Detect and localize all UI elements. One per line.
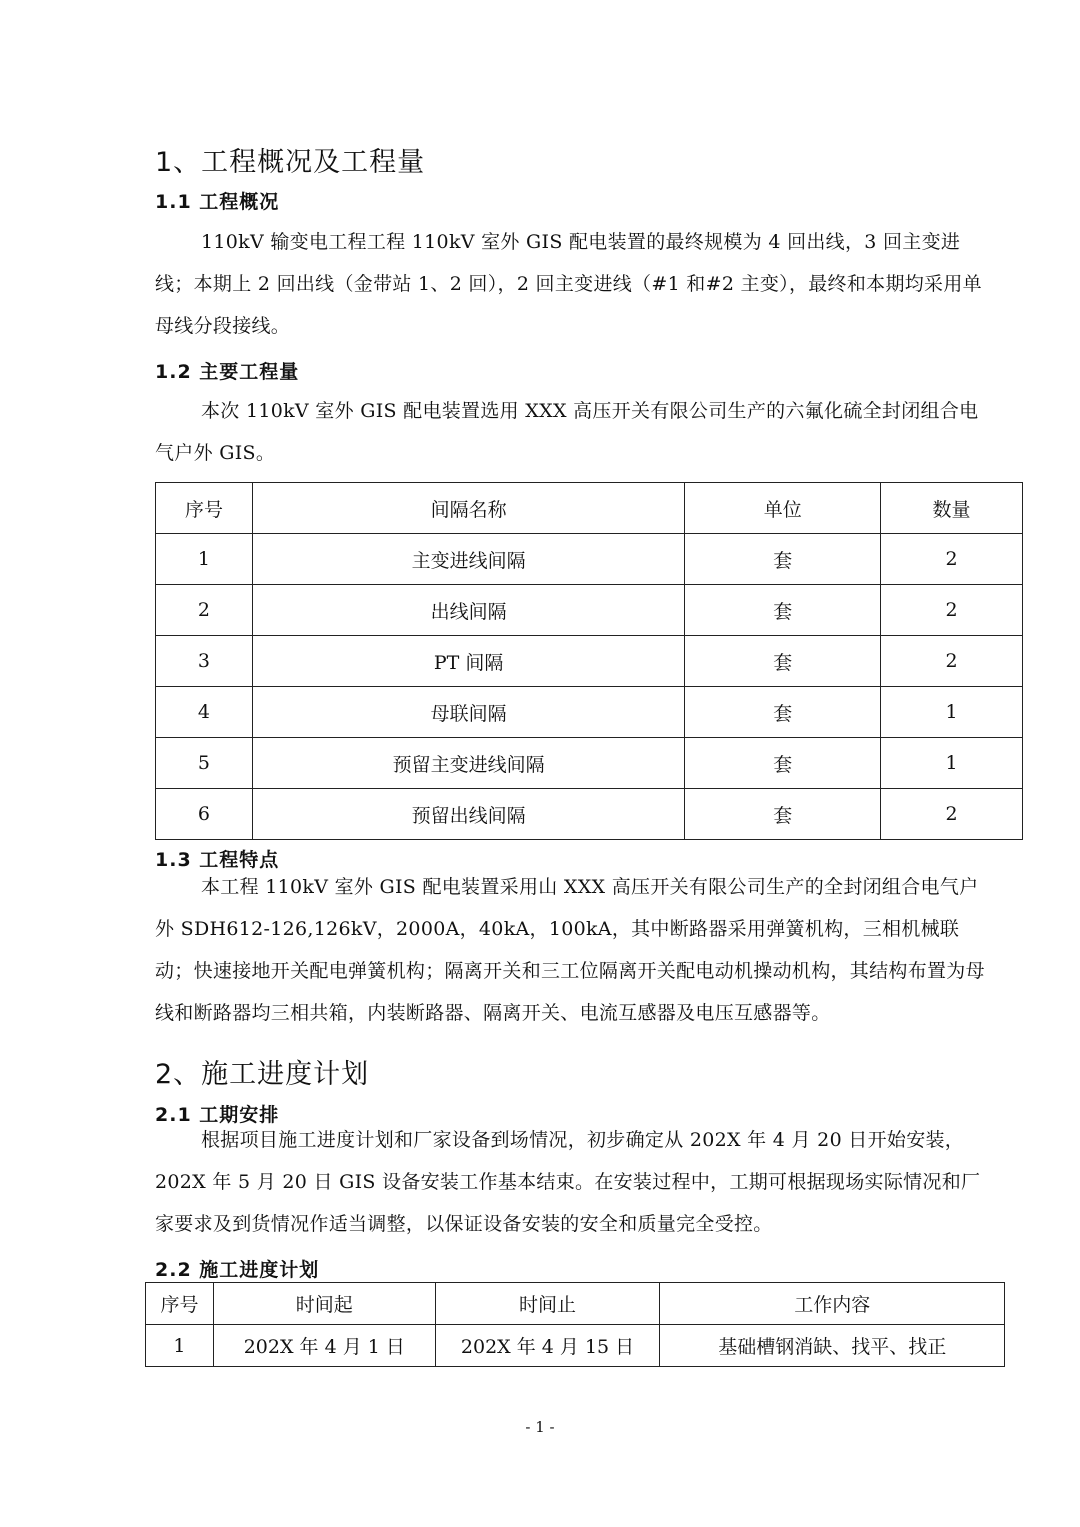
table-cell: 套 — [685, 738, 881, 789]
table-row — [156, 738, 1023, 789]
table-row — [156, 636, 1023, 687]
table-row — [156, 789, 1023, 840]
section-2-1-paragraph: 根据项目施工进度计划和厂家设备到场情况，初步确定从 202X 年 4 月 20 日开始安装，202X 年 5 月 20 日 GIS 设备安装工作基本结束。在安装过程中，工期可根据现场实际情况和厂家要求及到货情况作适当调整，以保证设备安装的安全和质量完全受控。 — [155, 1129, 981, 1235]
table-cell: 2 — [881, 636, 1023, 687]
table-cell: 1 — [881, 738, 1023, 789]
bay-quantity-table — [155, 482, 1023, 840]
table-cell: 202X 年 4 月 1 日 — [213, 1325, 435, 1367]
table-cell: 1 — [156, 534, 253, 585]
table-cell: 套 — [685, 636, 881, 687]
table-cell: 预留主变进线间隔 — [252, 738, 684, 789]
table-row — [156, 534, 1023, 585]
table-row — [156, 585, 1023, 636]
section-1-2-heading: 1.2 主要工程量 — [155, 361, 300, 383]
table-cell: 母联间隔 — [252, 687, 684, 738]
header-cell: 序号 — [156, 483, 253, 534]
header-cell: 时间起 — [213, 1283, 435, 1325]
header-cell: 序号 — [146, 1283, 214, 1325]
table-cell: 预留出线间隔 — [252, 789, 684, 840]
section-2-heading: 2、施工进度计划 — [155, 1059, 370, 1090]
header-cell: 间隔名称 — [252, 483, 684, 534]
table-cell: 1 — [146, 1325, 214, 1367]
schedule-table — [145, 1282, 1005, 1367]
header-cell: 时间止 — [435, 1283, 660, 1325]
table-cell: 基础槽钢消缺、找平、找正 — [660, 1325, 1005, 1367]
table-cell: 1 — [881, 687, 1023, 738]
section-1-3-paragraph: 本工程 110kV 室外 GIS 配电装置采用山 XXX 高压开关有限公司生产的全封闭组合电气户外 SDH612-126,126kV，2000A，40kA，100kA，其中断路器采用弹簧机构，三相机械联动；快速接地开关配电弹簧机构；隔离开关和三工位隔离开关配电动机操动机构，其结构布置为母线和断路器均三相共箱，内装断路器、隔离开关、电流互感器及电压互感器等。 — [155, 876, 985, 1024]
table-cell: 202X 年 4 月 15 日 — [435, 1325, 660, 1367]
table-cell: 主变进线间隔 — [252, 534, 684, 585]
section-1-heading: 1、工程概况及工程量 — [155, 147, 426, 178]
table-cell: 套 — [685, 585, 881, 636]
table-row — [146, 1325, 1005, 1367]
page-number: - 1 - — [525, 1418, 555, 1436]
header-cell: 单位 — [685, 483, 881, 534]
table-cell: 出线间隔 — [252, 585, 684, 636]
table-cell: 5 — [156, 738, 253, 789]
header-cell: 数量 — [881, 483, 1023, 534]
section-1-1-heading: 1.1 工程概况 — [155, 191, 280, 213]
table-cell: 6 — [156, 789, 253, 840]
table-cell: 2 — [156, 585, 253, 636]
table-cell: 套 — [685, 534, 881, 585]
table-cell: 2 — [881, 585, 1023, 636]
table-header-row — [156, 483, 1023, 534]
table-row — [156, 687, 1023, 738]
section-2-2-heading: 2.2 施工进度计划 — [155, 1259, 320, 1281]
section-1-2-paragraph: 本次 110kV 室外 GIS 配电装置选用 XXX 高压开关有限公司生产的六氟化硫全封闭组合电气户外 GIS。 — [155, 400, 979, 464]
section-2-1-heading: 2.1 工期安排 — [155, 1104, 280, 1126]
section-1-3-heading: 1.3 工程特点 — [155, 849, 280, 871]
table-cell: 2 — [881, 534, 1023, 585]
table-cell: 2 — [881, 789, 1023, 840]
table-cell: 套 — [685, 687, 881, 738]
table-cell: 套 — [685, 789, 881, 840]
section-1-1-paragraph: 110kV 输变电工程工程 110kV 室外 GIS 配电装置的最终规模为 4 回出线，3 回主变进线；本期上 2 回出线（金带站 1、2 回），2 回主变进线（#1 和#2 主变），最终和本期均采用单母线分段接线。 — [155, 231, 982, 337]
table-cell: 4 — [156, 687, 253, 738]
table-header-row — [146, 1283, 1005, 1325]
header-cell: 工作内容 — [660, 1283, 1005, 1325]
table-cell: PT 间隔 — [252, 636, 684, 687]
table-cell: 3 — [156, 636, 253, 687]
